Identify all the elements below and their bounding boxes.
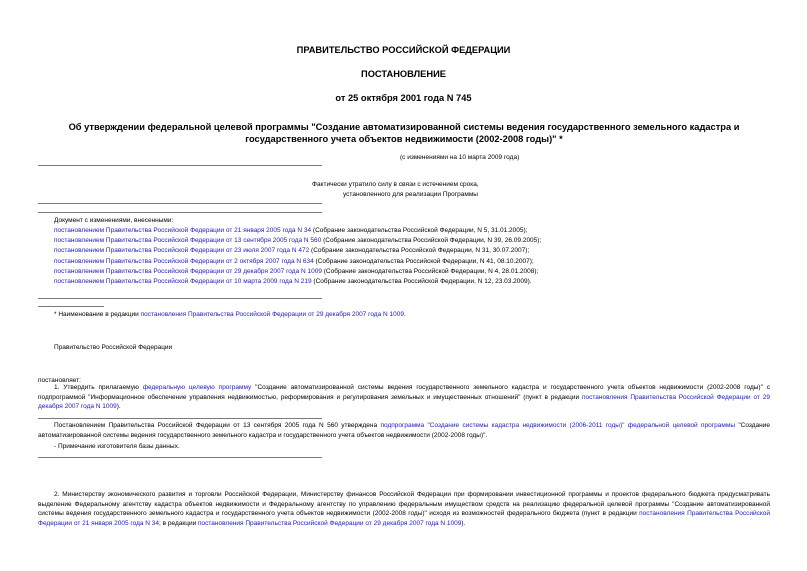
editor-note-footer: - Примечание изготовителя базы данных. <box>54 443 180 450</box>
divider <box>38 418 322 419</box>
amendment-link[interactable]: постановлением Правительства Российской Федерации от 2 октября 2007 года N 634 <box>54 257 314 265</box>
p2-text: 2. Министерству экономического развития и торговли Российской Федерации, Министерству финансов Российской Федерации при формировании инвестиционной программы и проектов федерального бюджета предусматривать выделение Федеральному агентству кадастра объектов недвижимости и Федеральному агентству по управлению федеральным имуществом средств на реализацию федеральной целевой программы "Создание автоматизированной системы ведения государственного земельного кадастра и государственного учета объектов недвижимости (2002-2008 годы)" исходя из возможностей федерального бюджета (пункт в редакции <box>38 491 770 518</box>
amendment-link[interactable]: постановлением Правительства Российской Федерации от 23 июля 2007 года N 472 <box>54 247 310 255</box>
p2-edition-link-2005[interactable]: постановления Правительства Российской Федерации от 21 января 2005 года N 34 <box>38 510 771 528</box>
divider <box>38 203 322 204</box>
paragraph-2 <box>38 490 770 529</box>
document-title: Об утверждении федеральной целевой программы "Создание автоматизированной системы ведения государственного земельного кадастра и государственного учета объектов недвижимости (2002-2008 годы)" * <box>68 122 740 144</box>
expiry-note-line1: Фактически утратило силу в связи с истечением срока, <box>312 181 479 188</box>
amendment-item <box>54 236 541 246</box>
amendment-item <box>54 277 541 287</box>
amendment-item <box>54 267 541 277</box>
amendments-list <box>54 226 541 287</box>
amendment-item <box>54 226 541 236</box>
government-subject: Правительство Российской Федерации <box>54 344 173 351</box>
footnote-end: . <box>403 311 406 318</box>
amendment-link[interactable]: постановлением Правительства Российской Федерации от 13 сентября 2005 года N 560 <box>54 237 322 245</box>
footnote-link[interactable]: постановления Правительства Российской Федерации от 29 декабря 2007 года N 1009 <box>140 311 404 318</box>
expiry-note-line2: установленного для реализации Программы <box>343 191 478 198</box>
p1-text: "Создание автоматизированной системы ведения государственного земельного кадастра и государственного учета объектов недвижимости (2002-2008 годы)" с подпрограммой "Информационное обеспечение управления недвижимостью, реформирования и регулирования земельных и имущественных отношений" (пункт в редакции <box>38 384 770 401</box>
divider <box>38 212 322 213</box>
amendment-item <box>54 246 541 256</box>
p2-text: ). <box>461 520 466 528</box>
divider <box>38 298 322 299</box>
footnote <box>54 310 406 320</box>
amended-note: (с изменениями на 10 марта 2009 года) <box>400 154 520 161</box>
p2-edition-link-2007[interactable]: постановления Правительства Российской Федерации от 29 декабря 2007 года N 1009 <box>198 520 462 528</box>
program-link[interactable]: федеральную целевую программу <box>142 384 252 391</box>
divider <box>38 457 322 458</box>
amendment-link[interactable]: постановлением Правительства Российской Федерации от 21 января 2005 года N 34 <box>54 227 312 234</box>
amendment-source: (Собрание законодательства Российской Федерации, N 5, 31.01.2005); <box>311 227 528 234</box>
paragraph-1 <box>38 383 770 412</box>
p1-edition-link[interactable]: постановления Правительства Российской Федерации от 29 декабря 2007 года N 1009 <box>38 393 770 411</box>
amendment-link[interactable]: постановлением Правительства Российской Федерации от 29 декабря 2007 года N 1009 <box>54 267 322 275</box>
amendment-source: (Собрание законодательства Российской Федерации, N 12, 23.03.2009). <box>311 278 532 286</box>
footnote-text: * Наименование в редакции <box>54 311 141 318</box>
subprogram-link[interactable]: подпрограмма "Создание системы кадастра недвижимости (2006-2011 годы)" федеральной целевой программы <box>380 422 736 429</box>
p1-text: 1. Утвердить прилагаемую <box>54 384 143 391</box>
p2-text: ; в редакции <box>159 520 199 528</box>
note-text: Постановлением Правительства Российской Федерации от 13 сентября 2005 года N 560 утверждена <box>54 422 381 429</box>
amendment-source: (Собрание законодательства Российской Федерации, N 39, 26.09.2005); <box>321 237 542 245</box>
amendments-intro: Документ с изменениями, внесенными: <box>54 217 174 224</box>
editor-note <box>38 421 770 440</box>
footnote-divider <box>38 306 104 307</box>
document-date-number: от 25 октября 2001 года N 745 <box>335 93 472 103</box>
government-heading: ПРАВИТЕЛЬСТВО РОССИЙСКОЙ ФЕДЕРАЦИИ <box>296 45 511 55</box>
divider <box>38 165 322 166</box>
note-text: "Создание автоматизированной системы ведения государственного земельного кадастра и государственного учета объектов недвижимости (2002-2008 годы)". <box>38 422 770 439</box>
decrees-word: постановляет: <box>38 377 81 384</box>
p1-text: ). <box>116 403 121 411</box>
amendment-item <box>54 257 541 267</box>
document-type: ПОСТАНОВЛЕНИЕ <box>361 69 446 79</box>
amendment-source: (Собрание законодательства Российской Федерации, N 41, 08.10.2007); <box>313 257 534 265</box>
amendment-link[interactable]: постановлением Правительства Российской Федерации от 10 марта 2009 года N 219 <box>54 278 312 286</box>
amendment-source: (Собрание законодательства Российской Федерации, N 4, 28.01.2008); <box>321 267 539 275</box>
amendment-source: (Собрание законодательства Российской Федерации, N 31, 30.07.2007); <box>309 247 530 255</box>
